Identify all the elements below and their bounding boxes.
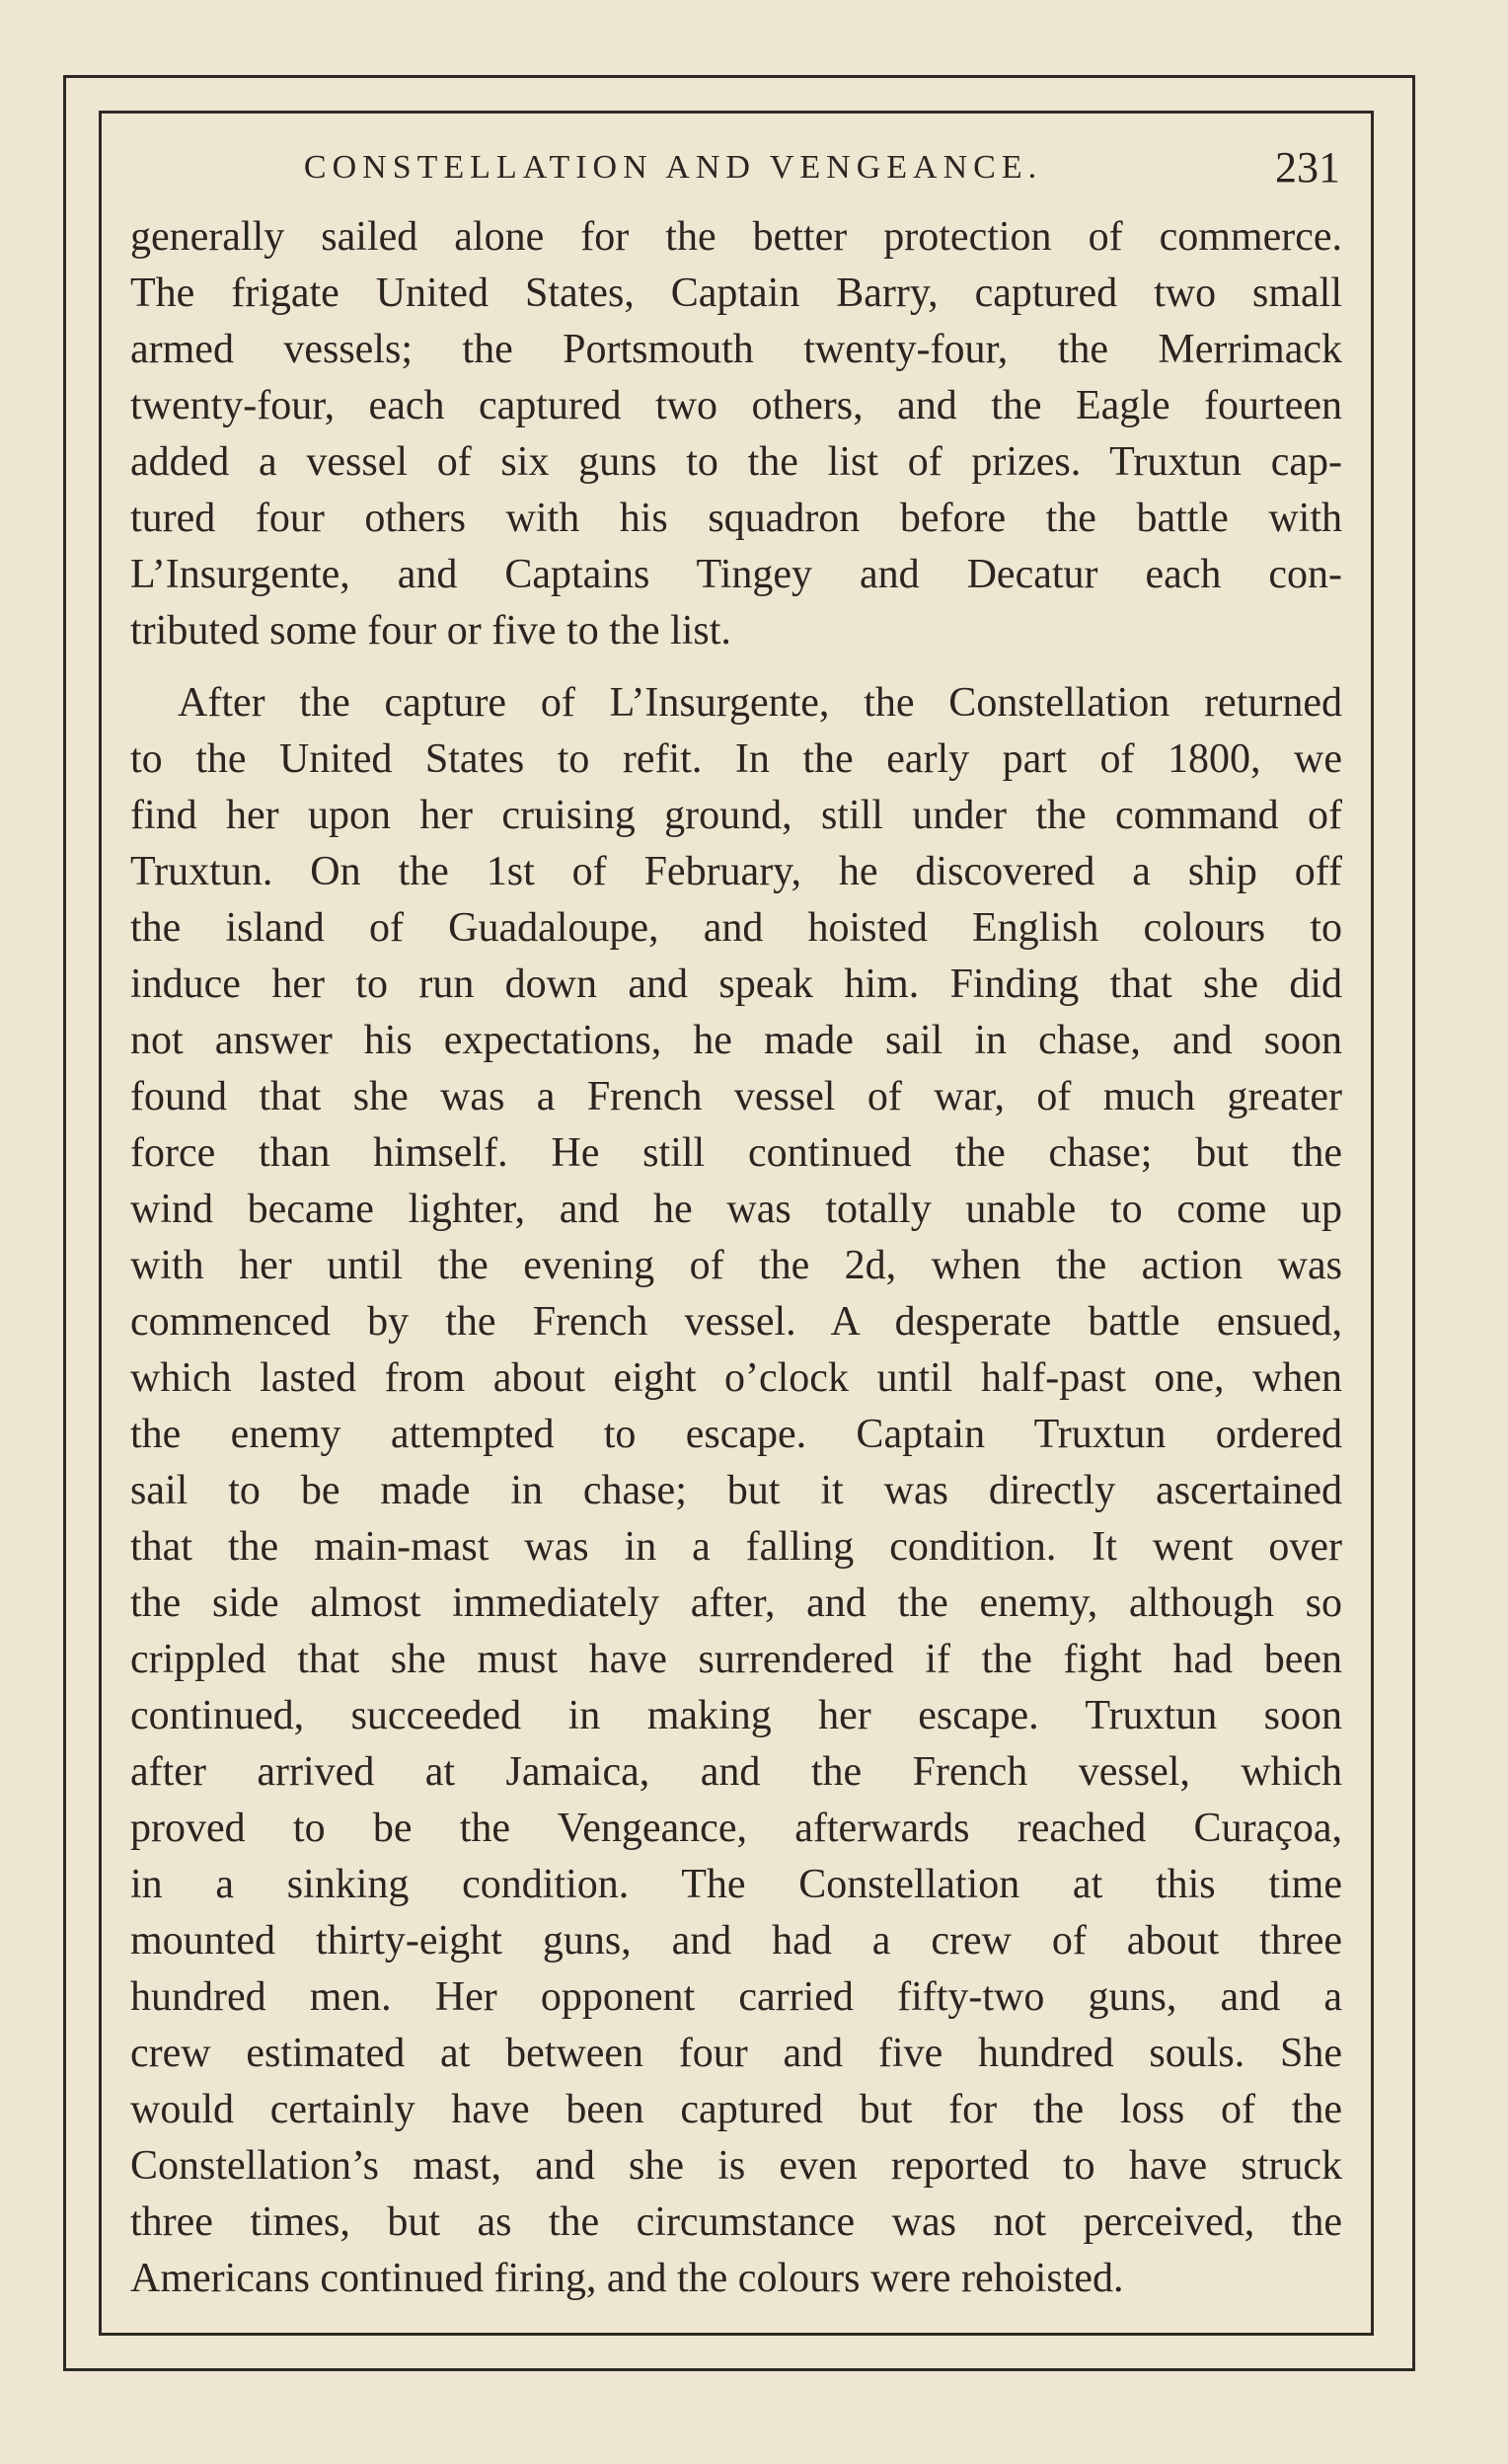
text-line: that the main-mast was in a falling condition. It went over: [130, 1524, 1342, 1570]
text-line: mounted thirty-eight guns, and had a crew of about three: [130, 1918, 1342, 1964]
text-line: wind became lighter, and he was totally unable to come up: [130, 1187, 1342, 1232]
text-line: with her until the evening of the 2d, when the action was: [130, 1243, 1342, 1288]
text-line: find her upon her cruising ground, still under the command of: [130, 793, 1342, 838]
text-line: to the United States to refit. In the early part of 1800, we: [130, 736, 1342, 782]
text-line: hundred men. Her opponent carried fifty-two guns, and a: [130, 1974, 1342, 2020]
text-line: would certainly have been captured but for the loss of the: [130, 2087, 1342, 2132]
text-line: after arrived at Jamaica, and the French vessel, which: [130, 1749, 1342, 1795]
text-line: the enemy attempted to escape. Captain Truxtun ordered: [130, 1412, 1342, 1457]
text-line: Truxtun. On the 1st of February, he discovered a ship off: [130, 849, 1342, 894]
running-head: CONSTELLATION AND VENGEANCE.: [303, 149, 1043, 186]
paragraph: [130, 209, 1342, 659]
text-line: in a sinking condition. The Constellation at this time: [130, 1862, 1342, 1907]
text-line: continued, succeeded in making her escape. Truxtun soon: [130, 1693, 1342, 1738]
text-line: induce her to run down and speak him. Finding that she did: [130, 962, 1342, 1007]
text-line: force than himself. He still continued the chase; but the: [130, 1130, 1342, 1176]
paragraph: [130, 675, 1342, 2307]
text-line: sail to be made in chase; but it was directly ascertained: [130, 1468, 1342, 1513]
text-line: crew estimated at between four and five hundred souls. She: [130, 2031, 1342, 2076]
text-line: twenty-four, each captured two others, and the Eagle fourteen: [130, 383, 1342, 428]
text-line: proved to be the Vengeance, afterwards reached Curaçoa,: [130, 1806, 1342, 1851]
text-line: the side almost immediately after, and the enemy, although so: [130, 1580, 1342, 1626]
text-line: The frigate United States, Captain Barry, captured two small: [130, 270, 1342, 316]
paragraph-gap: [130, 659, 1342, 675]
body-text: [130, 209, 1342, 2307]
text-line: tured four others with his squadron before the battle with: [130, 496, 1342, 541]
text-line: not answer his expectations, he made sail in chase, and soon: [130, 1018, 1342, 1063]
text-line: crippled that she must have surrendered if the fight had been: [130, 1637, 1342, 1682]
text-line: which lasted from about eight o’clock until half-past one, when: [130, 1355, 1342, 1401]
text-line: L’Insurgente, and Captains Tingey and Decatur each con-: [130, 552, 1342, 597]
text-line: three times, but as the circumstance was not perceived, the: [130, 2199, 1342, 2245]
page-number: 231: [1275, 143, 1340, 192]
text-line: armed vessels; the Portsmouth twenty-four, the Merrimack: [130, 327, 1342, 372]
text-line: added a vessel of six guns to the list of prizes. Truxtun cap-: [130, 439, 1342, 485]
text-line: found that she was a French vessel of war, of much greater: [130, 1074, 1342, 1119]
text-line: Constellation’s mast, and she is even reported to have struck: [130, 2143, 1342, 2189]
text-line: After the capture of L’Insurgente, the Constellation returned: [178, 680, 1342, 726]
text-line: Americans continued firing, and the colours were rehoisted.: [130, 2256, 1124, 2301]
text-line: the island of Guadaloupe, and hoisted English colours to: [130, 905, 1342, 951]
page-header: [126, 138, 1348, 197]
text-line: commenced by the French vessel. A desperate battle ensued,: [130, 1299, 1342, 1345]
text-line: generally sailed alone for the better protection of commerce.: [130, 214, 1342, 260]
text-line: tributed some four or five to the list.: [130, 608, 731, 654]
